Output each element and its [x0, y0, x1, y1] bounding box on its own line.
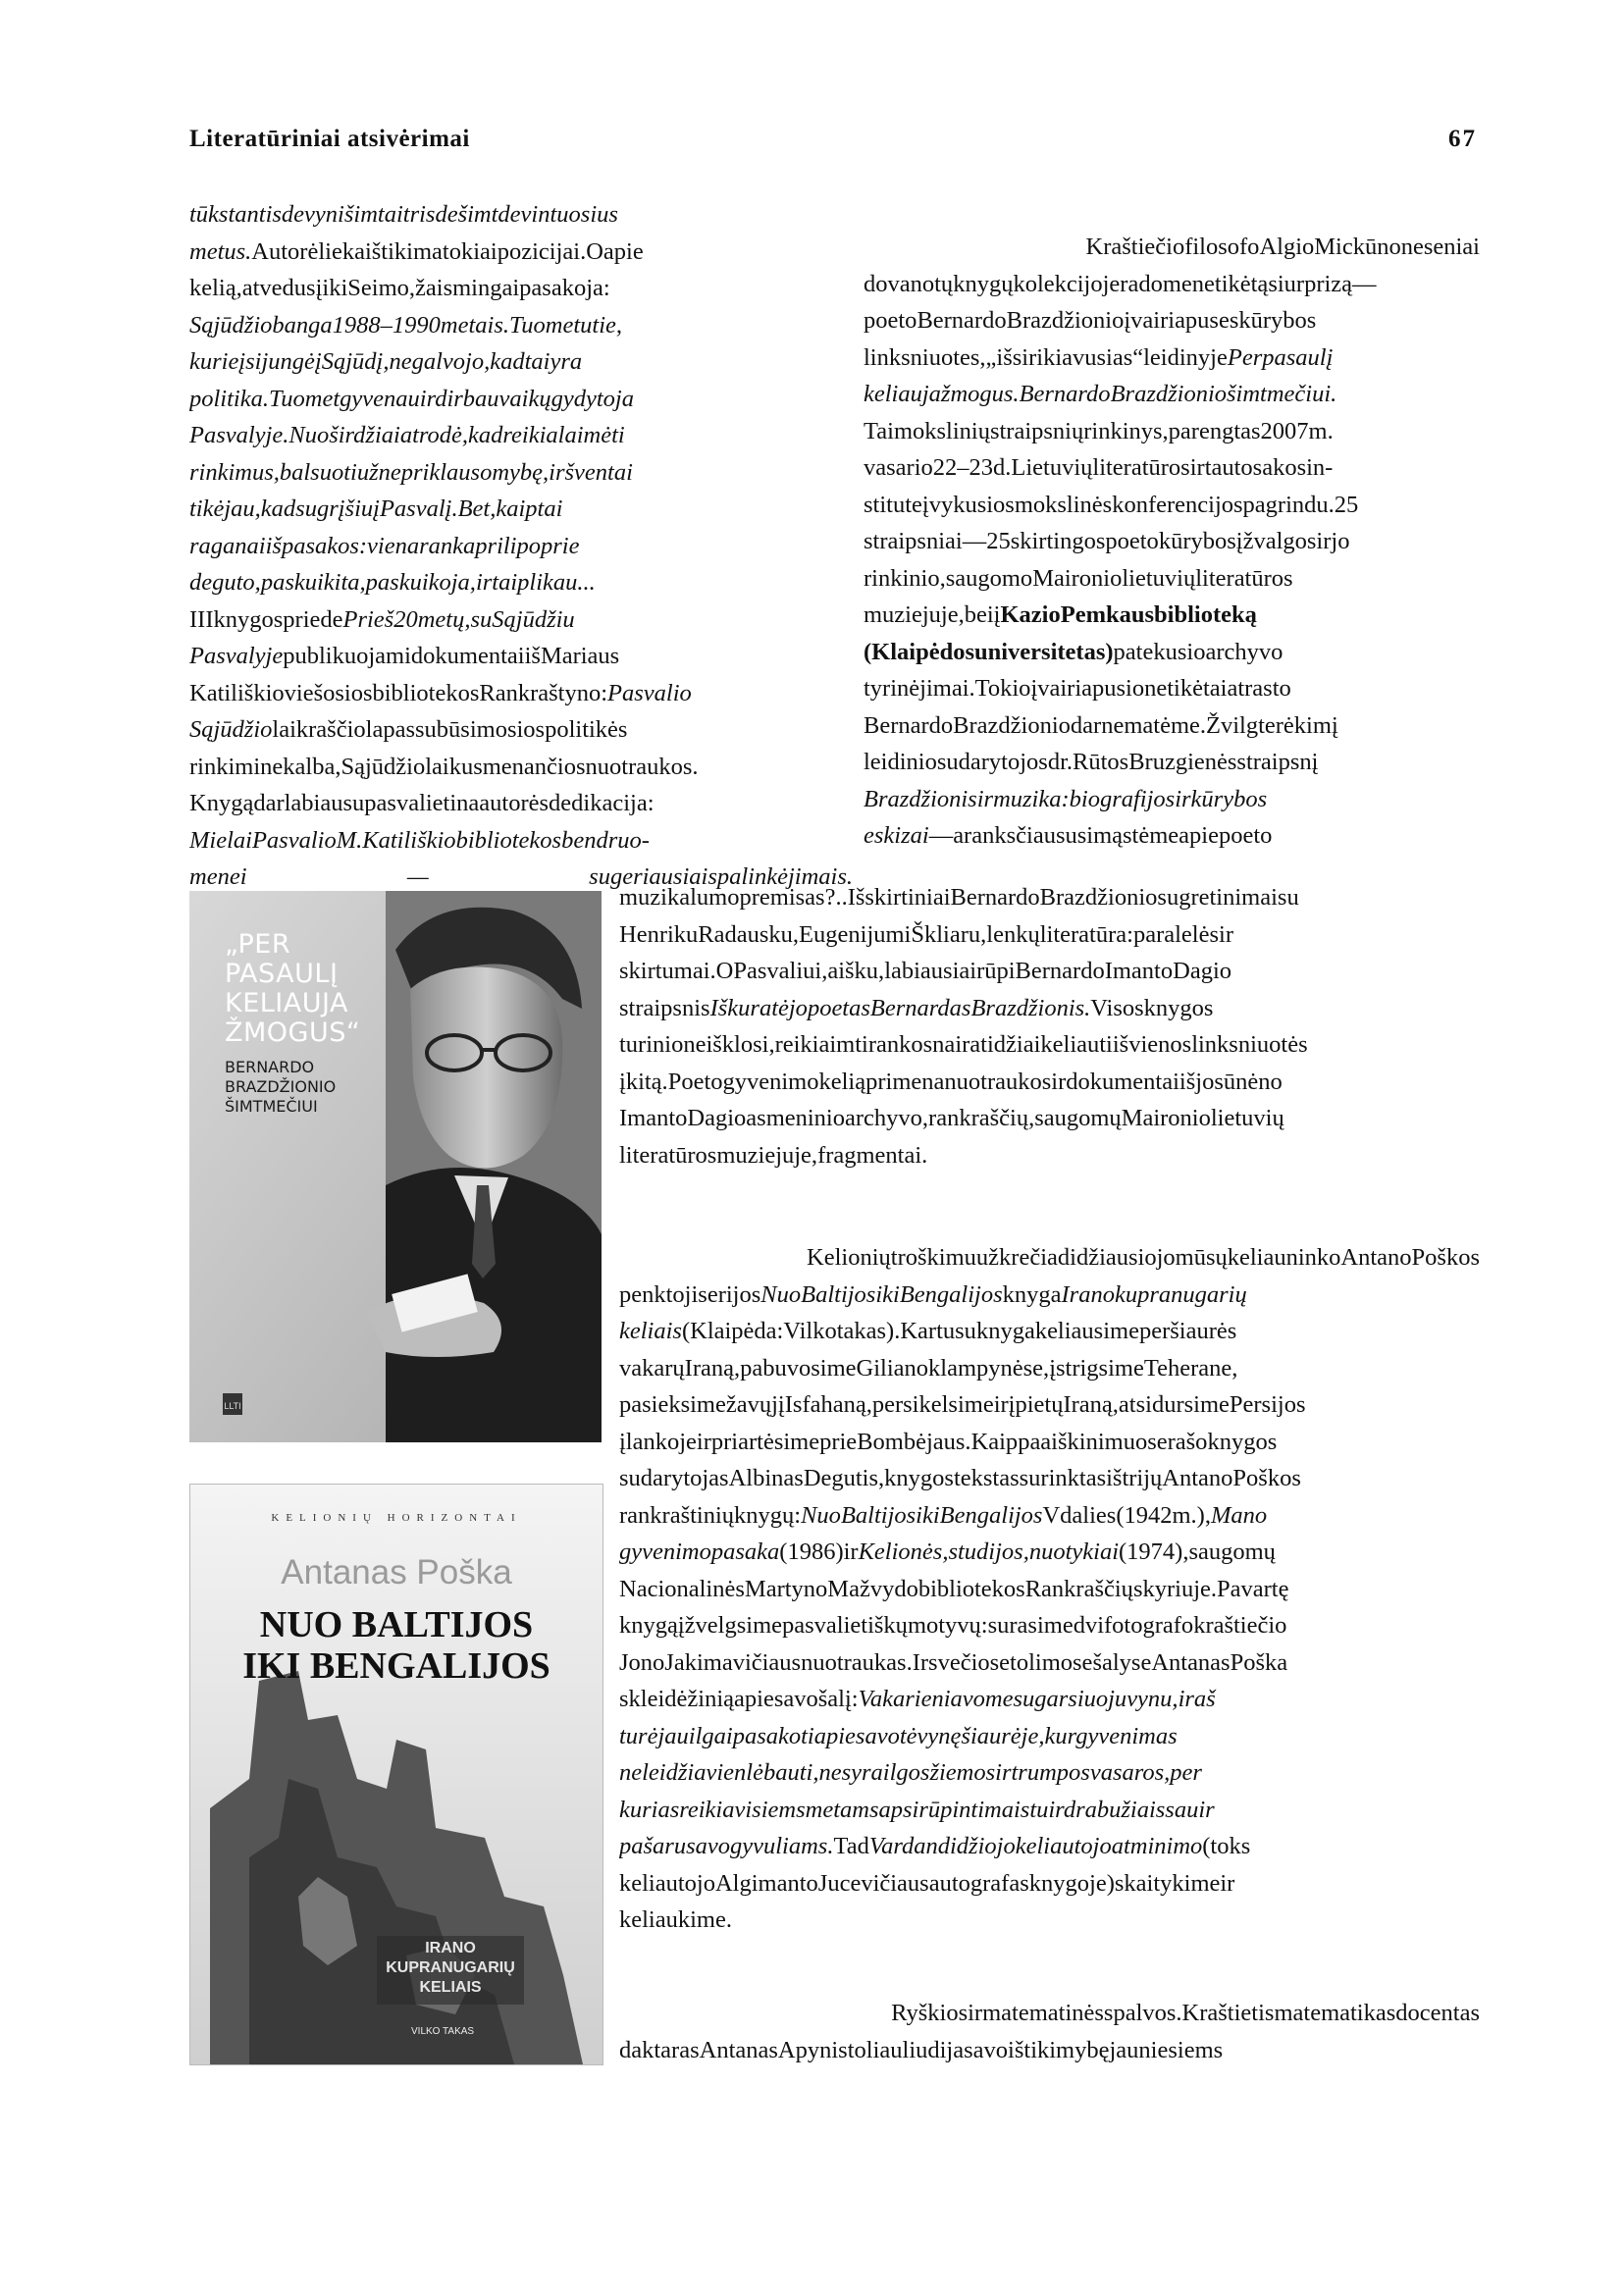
cover2-publisher: VILKO TAKAS	[411, 2026, 475, 2037]
page-number: 67	[1448, 126, 1477, 152]
right-column-text: KraštiečiofilosofoAlgioMickūnoneseniai dovanotųknygųkolekcijojeradomenetikėtąsiurprizą— poetoBernardoBrazdžionioįvairiapuseskūrybos linksniuotes,„išsirikiavusias“leidinyjePerpasaulį keliaujažmogus.BernardoBrazdžioniošimtmečiui. Taimoksliniųstraipsniųrinkinys,parengtas2007m. vasario22–23d.Lietuviųliteratūrosirtautosakosin- stituteįvykusiosmokslinėskonferencijospagrindu.25 straipsniai—25skirtingospoetokūrybosįžvalgosirjo rinkinio,saugomoMaironiolietuviųliteratūros muziejuje,beiįKazioPemkausbiblioteką (Klaipėdosuniversitetas)patekusioarchyvo tyrinėjimai.Tokioįvairiapusionetikėtaiatrasto BernardoBrazdžioniodarnematėme.Žvilgterėkimį leidiniosudarytojosdr.RūtosBruzgienėsstraipsnį Brazdžionisirmuzika:biografijosirkūrybos eskizai—aranksčiaususimąstėmeapiepoeto	[864, 234, 1480, 849]
apynis-paragraph-text: Ryškiosirmatematinėsspalvos.Kraštietismatematikasdocentas daktarasAntanasApynistoliauliudijasavoištikimybęjauniesiems	[619, 2000, 1480, 2063]
cover2-series: KELIONIŲ HORIZONTAI	[271, 1512, 522, 1524]
left-column-text: tūkstantisdevynišimtaitrisdešimtdevintuosius metus.Autorėliekaištikimatokiaipozicijai.Oapie kelią,atvedusįikiSeimo,žaismingaipasakoja: Sąjūdžiobanga1988–1990metais.Tuometutie, kurieįsijungėįSąjūdį,negalvojo,kadtaiyra politika.Tuometgyvenauirdirbauvaikųgydytoja Pasvalyje.Nuoširdžiaiatrodė,kadreikialaimėti rinkimus,balsuotiužnepriklausomybę,iršventai tikėjau,kadsugrįšiuįPasvalį.Bet,kaiptai raganaiišpasakos:vienarankaprilipoprie deguto,paskuikita,paskuikoja,irtaiplikau... IIIknygospriedePrieš20metų,suSąjūdžiu PasvalyjepublikuojamidokumentaiišMariaus KatiliškioviešosiosbibliotekosRankraštyno:Pasvalio Sąjūdžiolaikraščiolapassubūsimosiospolitikės rinkiminekalba,Sąjūdžiolaikusmenančiosnuotraukos. Knygądarlabiausupasvalietinaautorėsdedikacija: MielaiPasvalioM.Katiliškiobibliotekosbendruo- menei — sugeriausiaispalinkėjimais.	[189, 201, 853, 890]
poska-paragraph-text: KelioniųtroškimuužkrečiadidžiausiojomūsųkeliauninkoAntanoPoškos penktojiserijosNuoBaltijosikiBengalijosknygaIranokupranugarių keliais(Klaipėda:Vilkotakas).Kartusuknygakeliausimeperšiaurės vakarųIraną,pabuvosimeGilianoklampynėse,įstrigsimeTeherane, pasieksimežavųjįIsfahaną,persikelsimeirįpietųIraną,atsidursimePersijos įlankojeirpriartėsimeprieBombėjaus.Kaippaaiškinimuoserašoknygos sudarytojasAlbinasDegutis,knygostekstassurinktasištrijųAntanoPoškos rankraštiniųknygų:NuoBaltijosikiBengalijosVdalies(1942m.),Mano gyvenimopasaka(1986)irKelionės,studijos,nuotykiai(1974),saugomų NacionalinėsMartynoMažvydobibliotekosRankraščiųskyriuje.Pavartę knygąįžvelgsimepasvalietiškųmotyvų:surasimedvifotografokraštiečio JonoJakimavičiausnuotraukas.IrsvečiosetolimosešalyseAntanasPoška skleidėžiniąapiesavošalį:Vakarieniavomesugarsiuojuvynu,iraš turėjauilgaipasakotiapiesavotėvynęšiaurėje,kurgyvenimas neleidžiavienlėbauti,nesyrailgosžiemosirtrumposvasaros,per kuriasreikiavisiemsmetamsapsirūpintimaistuirdrabužiaissauir pašarusavogyvuliams.TadVardandidžiojokeliautojoatminimo(toks keliautojoAlgimantoJucevičiausautografasknygoje)skaitykimeir keliaukime.	[619, 1244, 1480, 1933]
book-cover-poska	[189, 1484, 603, 2065]
running-title: Literatūriniai atsivėrimai	[189, 126, 470, 152]
svg-text:LLTI: LLTI	[224, 1401, 241, 1411]
cover2-title: NUO BALTIJOS IKI BENGALIJOS	[242, 1604, 550, 1687]
running-header	[189, 126, 1477, 161]
cover1-subtitle: BERNARDO BRAZDŽIONIO ŠIMTMEČIUI	[225, 1058, 337, 1116]
cover2-subtitle: IRANO KUPRANUGARIŲ KELIAIS	[386, 1940, 515, 1996]
brazdzionis-continuation-text: muzikalumopremisas?..IšskirtiniaiBernardoBrazdžioniosugretinimaisu HenrikuRadausku,EugenijumiŠkliaru,lenkųliteratūra:paralelėsir skirtumai.OPasvaliui,aišku,labiausiairūpiBernardoImantoDagio straipsnisIškuratėjopoetasBernardasBrazdžionis.Visosknygos turinioneišklosi,reikiaimtirankosnairatidžiaikeliautiišvienoslinksniuotės įkitą.Poetogyvenimokeliąprimenanuotraukosirdokumentaiišjosūnėno ImantoDagioasmeninioarchyvo,rankraščių,saugomųMaironiolietuvių literatūrosmuziejuje,fragmentai.	[619, 884, 1308, 1169]
cover1-title: „PER PASAULĮ KELIAUJA ŽMOGUS“	[225, 929, 361, 1048]
cover2-author: Antanas Poška	[281, 1553, 512, 1591]
book-cover-brazdzionis	[189, 891, 602, 1442]
